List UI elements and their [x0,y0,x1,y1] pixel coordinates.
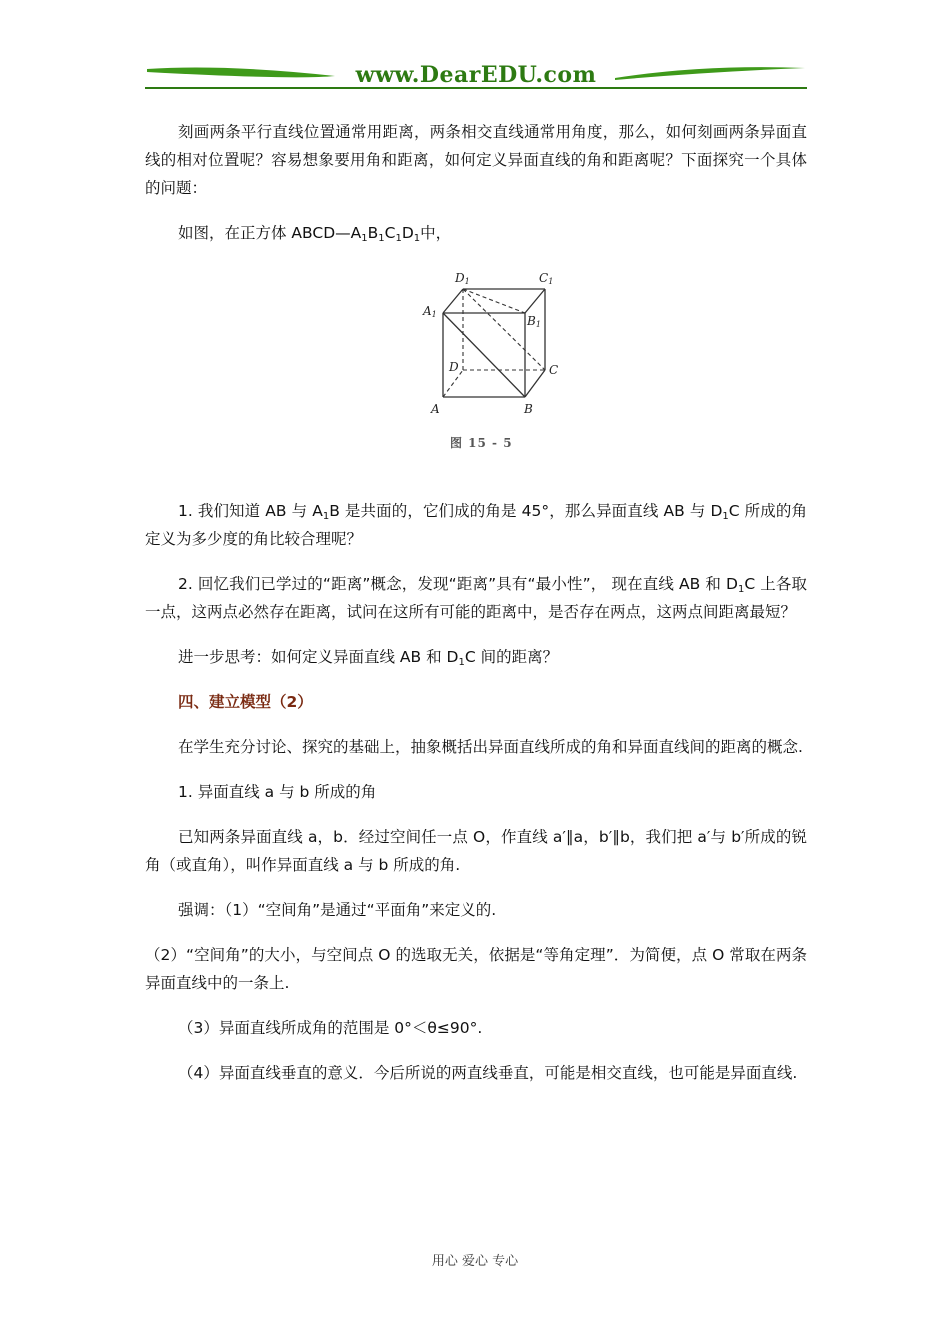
intro-paragraph: 刻画两条平行直线位置通常用距离，两条相交直线通常用角度，那么，如何刻画两条异面直线的相对位置呢？容易想象要用角和距离，如何定义异面直线的角和距离呢？下面探究一个具体的问题： [145,123,807,197]
page-header [145,58,807,94]
label-B1: B1 [527,314,541,329]
brand-logo-text: www.DearEDU.com [355,62,597,88]
label-B: B [524,402,533,416]
label-D1: D1 [455,271,470,286]
question-2: 2. 回忆我们已学过的“距离”概念，发现“距离”具有“最小性”， 现在直线 AB 和 $D_1C$ 上各取一点，这两点必然存在距离，试问在这所有可能的距离中，是否存在两点，这两点间距离最短？ [145,575,808,621]
further-thinking: 进一步思考：如何定义异面直线 AB 和 $D_1C$ 间的距离？ [178,648,559,668]
diagonal-A1B [443,313,525,397]
label-C1: C1 [539,271,554,286]
emphasis-note-2: （2）“空间角”的大小，与空间点 O 的选取无关，依据是“等角定理”．为简便，点 O 常取在两条异面直线中的一条上. [145,946,807,992]
page-footer: 用心 爱心 专心 [431,1254,519,1269]
cube-diagram [415,265,575,425]
main-content [145,118,807,1087]
edge-B1C1 [525,289,545,313]
discussion-paragraph: 在学生充分讨论、探究的基础上，抽象概括出异面直线所成的角和异面直线间的距离的概念. [178,738,803,756]
label-A: A [431,402,440,416]
question-1: 1. 我们知道 AB 与 $A_1B$ 是共面的，它们成的角是 45°，那么异面直线 AB 与 $D_1C$ 所成的角定义为多少度的角比较合理呢？ [145,502,807,548]
hidden-diagonal-D1C [463,289,545,370]
label-C: C [549,363,559,377]
section-heading: 四、建立模型（2） [178,693,313,711]
edge-A1D1 [443,289,463,313]
emphasis-note-3: （3）异面直线所成角的范围是 0°＜θ≤90°. [178,1019,483,1037]
label-D: D [449,360,459,374]
label-A1: A1 [423,304,437,319]
hidden-edge-AD [443,370,463,397]
emphasis-note-1: 强调：（1）“空间角”是通过“平面角”来定义的. [178,901,497,919]
item-1-title: 1. 异面直线 a 与 b 所成的角 [178,783,377,801]
edge-BC [525,370,545,397]
definition-paragraph: 已知两条异面直线 a，b．经过空间任一点 O，作直线 a′∥a，b′∥b，我们把 a′与 b′所成的锐角（或直角），叫作异面直线 a 与 b 所成的角. [145,828,807,874]
figure-caption: 图 15 - 5 [450,436,513,450]
emphasis-note-4: （4）异面直线垂直的意义．今后所说的两直线垂直，可能是相交直线，也可能是异面直线. [178,1064,798,1082]
hidden-diagonal-D1B1 [463,289,525,313]
cube-intro-paragraph: 如图，在正方体 $ABCD—A_1B_1C_1D_1$中， [178,224,452,244]
